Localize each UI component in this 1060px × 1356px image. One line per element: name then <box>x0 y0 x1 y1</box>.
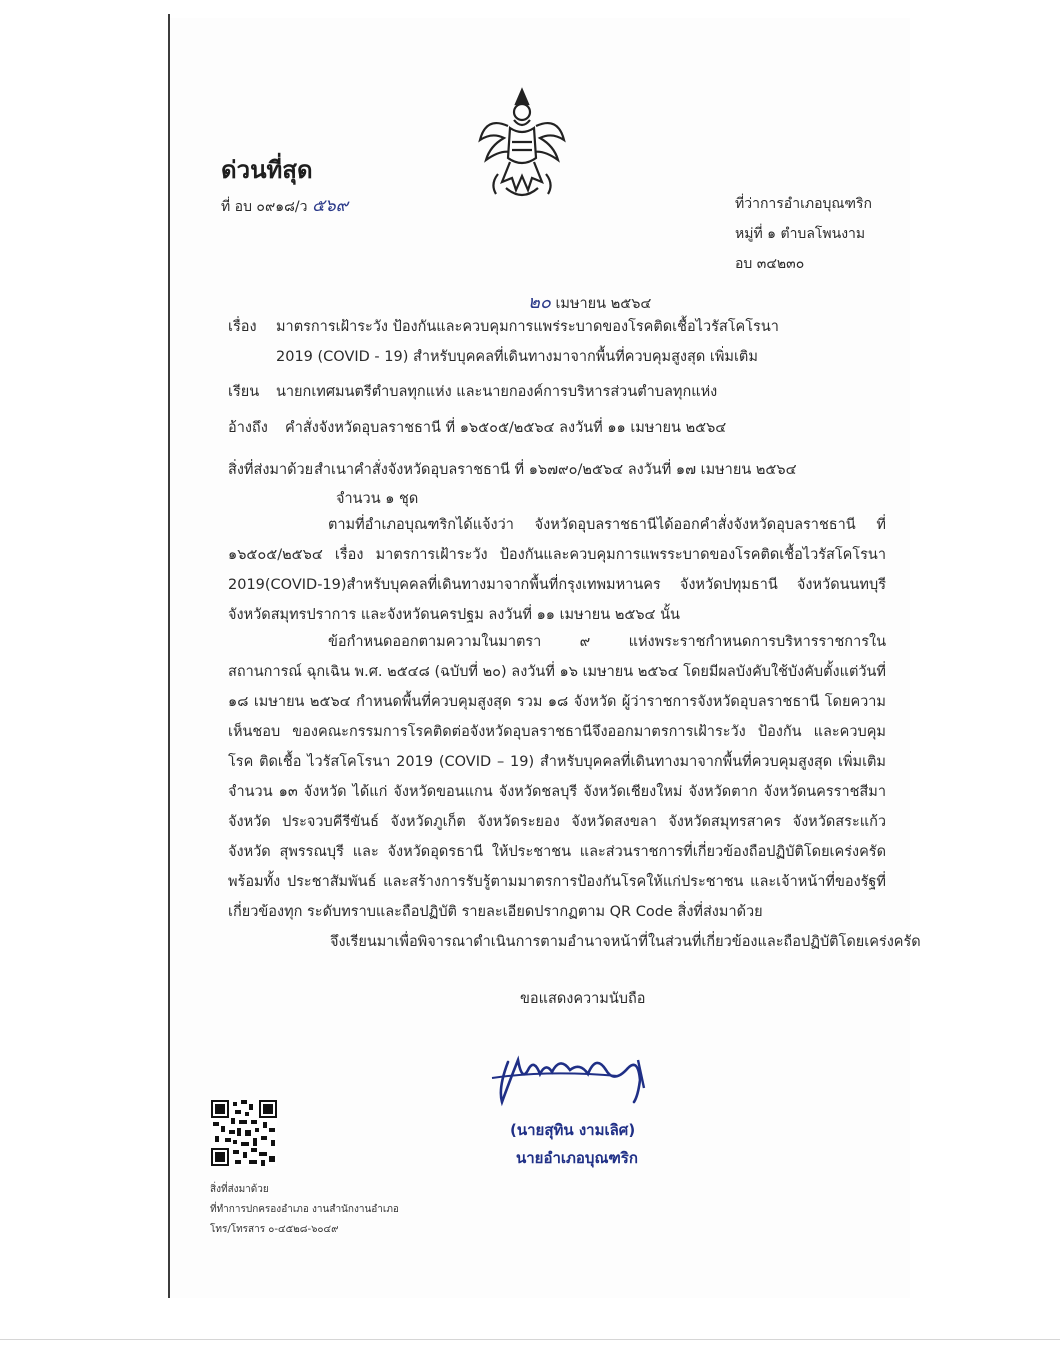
date-month-year: เมษายน ๒๕๖๔ <box>555 296 652 312</box>
signer-title: นายอำเภอบุณฑริก <box>516 1149 638 1167</box>
office-name: ที่ว่าการอำเภอบุณฑริก <box>735 196 872 212</box>
to-label: เรียน <box>228 384 260 400</box>
body-paragraph-1: ตามที่อำเภอบุณฑริกได้แจ้งว่า จังหวัดอุบลราชธานีได้ออกคำสั่งจังหวัดอุบลราชธานี ที่ ๑๖๕๐๕/๒๕๖๔ เรื่อง มาตรการเฝ้าระวัง ป้องกันและควบคุมการแพรระบาดของโรคติดเชื้อไวรัสโคโรนา 2019(COVID-19)สำหรับบุคคลที่เดินทางมาจากพื้นที่กรุงเทพมหานคร จังหวัดปทุมธานี จังหวัดนนทบุรี จังหวัดสมุทรปราการ และจังหวัดนครปฐม ลงวันที่ ๑๑ เมษายน ๒๕๖๔ นั้น <box>228 517 886 623</box>
to-text: นายกเทศมนตรีตำบลทุกแห่ง และนายกองค์การบริหารส่วนตำบลทุกแห่ง <box>276 384 718 400</box>
reference-text: คำสั่งจังหวัดอุบลราชธานี ที่ ๑๖๕๐๕/๒๕๖๔ ลงวันที่ ๑๑ เมษายน ๒๕๖๔ <box>285 420 727 436</box>
date-day-handwritten: ๒๐ <box>528 292 551 313</box>
office-address-line3: อบ ๓๔๒๓๐ <box>735 256 805 272</box>
signature-image <box>488 1040 668 1110</box>
enclosure-quantity: จำนวน ๑ ชุด <box>336 491 419 507</box>
subject-label: เรื่อง <box>228 319 257 335</box>
enclosure-text: สำเนาคำสั่งจังหวัดอุบลราชธานี ที่ ๑๖๗๙๐/๒๕๖๔ ลงวันที่ ๑๗ เมษายน ๒๕๖๔ <box>314 462 797 478</box>
office-address-line2: หมู่ที่ ๑ ตำบลโพนงาม <box>735 226 866 242</box>
document-number-handwritten: ๕๖๙ <box>311 196 349 216</box>
subject-line1: มาตรการเฝ้าระวัง ป้องกันและควบคุมการแพร่ระบาดของโรคติดเชื้อไวรัสโคโรนา <box>276 319 779 335</box>
subject-line2: 2019 (COVID - 19) สำหรับบุคคลที่เดินทางมาจากพื้นที่ควบคุมสูงสุด เพิ่มเติม <box>276 349 758 365</box>
qr-code-image <box>211 1100 277 1166</box>
reference-label: อ้างถึง <box>228 420 268 436</box>
document-date <box>528 287 651 316</box>
garuda-emblem-icon <box>476 86 568 204</box>
document-number-prefix: ที่ อบ ๐๙๑๘/ว <box>221 199 308 215</box>
enclosure-label: สิ่งที่ส่งมาด้วย <box>228 462 314 478</box>
body-paragraph-2: ข้อกำหนดออกตามความในมาตรา ๙ แห่งพระราชกำหนดการบริหารราชการในสถานการณ์ ฉุกเฉิน พ.ศ. ๒๕๔๘ (ฉบับที่ ๒๐) ลงวันที่ ๑๖ เมษายน ๒๕๖๔ โดยมีผลบังคับใช้บังคับตั้งแต่วันที่ ๑๘ เมษายน ๒๕๖๔ กำหนดพื้นที่ควบคุมสูงสุด รวม ๑๘ จังหวัด ผู้ว่าราชการจังหวัดอุบลราชธานี โดยความ เห็นชอบ ของคณะกรรมการโรคติดต่อจังหวัดอุบลราชธานีจึงออกมาตรการเฝ้าระวัง ป้องกัน และควบคุมโรค ติดเชื้อ ไวรัสโคโรนา 2019 (COVID – 19) สำหรับบุคคลที่เดินทางมาจากพื้นที่ควบคุมสูงสุด เพิ่มเติม จำนวน ๑๓ จังหวัด ได้แก่ จังหวัดขอนแกน จังหวัดชลบุรี จังหวัดเชียงใหม่ จังหวัดตาก จังหวัดนครราชสีมา จังหวัด ประจวบคีรีขันธ์ จังหวัดภูเก็ต จังหวัดระยอง จังหวัดสงขลา จังหวัดสมุทรสาคร จังหวัดสระแก้ว จังหวัด สุพรรณบุรี และ จังหวัดอุดรธานี ให้ประชาชน และส่วนราชการที่เกี่ยวข้องถือปฏิบัติโดยเคร่งครัด พร้อมทั้ง ประชาสัมพันธ์ และสร้างการรับรู้ตามมาตรการป้องกันโรคให้แก่ประชาชน และเจ้าหน้าที่ของรัฐที่เกี่ยวข้องทุก ระดับทราบและถือปฏิบัติ รายละเอียดปรากฏตาม QR Code สิ่งที่ส่งมาด้วย <box>228 634 886 920</box>
body-paragraph-3: จึงเรียนมาเพื่อพิจารณาดำเนินการตามอำนาจหน้าที่ในส่วนที่เกี่ยวข้องและถือปฏิบัติโดยเคร่งครัด <box>330 934 921 950</box>
document-number <box>221 192 348 219</box>
urgency-label: ด่วนที่สุด <box>221 156 313 184</box>
footer-phone: โทร/โทรสาร ๐-๔๕๒๘-๖๐๔๙ <box>210 1224 339 1235</box>
scan-edge-bottom <box>0 1339 1060 1340</box>
closing-salutation: ขอแสดงความนับถือ <box>520 991 646 1007</box>
signer-name: (นายสุทิน งามเลิศ) <box>510 1121 636 1139</box>
footer-enclosure-note: สิ่งที่ส่งมาด้วย <box>210 1184 269 1195</box>
footer-department: ที่ทำการปกครองอำเภอ งานสำนักงานอำเภอ <box>210 1204 399 1215</box>
